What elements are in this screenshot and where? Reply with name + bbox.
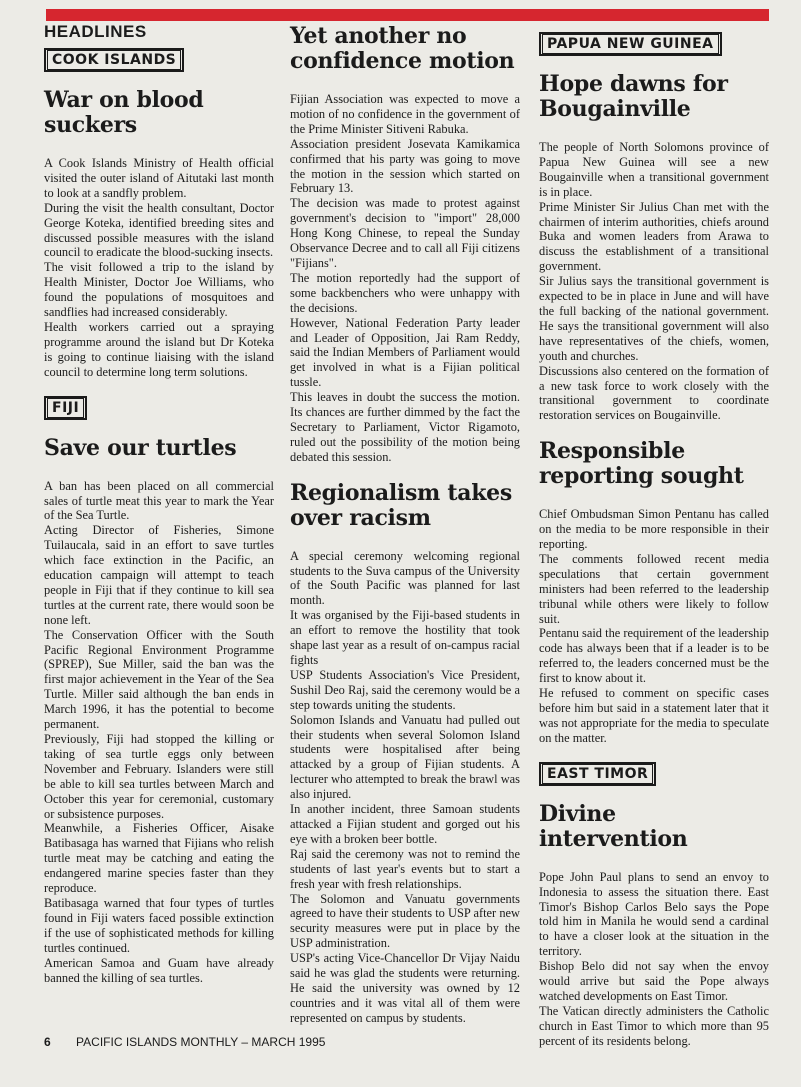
article-body (290, 549, 520, 1026)
paragraph: Association president Josevata Kamikamica confirmed that his party was going to move the motion in the session which started on February 13. (290, 136, 520, 196)
paragraph: Discussions also centered on the formation of a new task force to work closely with the transitional government to coordinate restoration services on Bougainville. (539, 363, 769, 423)
paragraph: Pentanu said the requirement of the leadership code has always been that if a leader is to be referred to, the leaders concerned must be the first to know about it. (539, 626, 769, 686)
paragraph: Meanwhile, a Fisheries Officer, Aisake Batibasaga has warned that Fijians who relish turtle meat may be catching and eating the endangered marine species faster than they reproduce. (44, 821, 274, 896)
paragraph: USP's acting Vice-Chancellor Dr Vijay Naidu said he was glad the students were returning. He said the university was owned by 12 countries and it was vital all of them were represented on campus by students. (290, 951, 520, 1025)
article-regionalism (290, 481, 520, 1026)
paragraph: The Conservation Officer with the South Pacific Regional Environment Programme (SPREP), Sue Miller, said the ban was the first major achievement in the Year of the Sea Turtle. Miller said although the ban ends in March 1996, it has the potential to become permanent. (44, 627, 274, 732)
paragraph: Pope John Paul plans to send an envoy to Indonesia to assess the situation there. East Timor's Bishop Carlos Belo says the Pope told him in Manila he would send a cardinal to have a closer look at the situation in the territory. (539, 869, 769, 959)
paragraph: The Vatican directly administers the Catholic church in East Timor to which more than 95 percent of its residents belong. (539, 1003, 769, 1048)
article-bougainville (539, 22, 769, 423)
country-tag: PAPUA NEW GUINEA (539, 32, 722, 56)
country-tag: FIJI (44, 396, 87, 420)
paragraph: This leaves in doubt the success the motion. Its chances are further dimmed by the fact the Secretary to Parliament, Victor Rigamoto, ruled out the possibility of the motion being debated this session. (290, 390, 520, 464)
paragraph: In another incident, three Samoan students attacked a Fijian student and gorged out his eye with a broken beer bottle. (290, 802, 520, 846)
paragraph: Fijian Association was expected to move a motion of no confidence in the government of the Prime Minister Sitiveni Rabuka. (290, 92, 520, 136)
article-east-timor (539, 762, 769, 1049)
article-reporting (539, 439, 769, 746)
paragraph: The decision was made to protest against government's decision to "import" 28,000 Hong Kong Chinese, to repeal the Sunday Observance Decree and to call all Fiji citizens "Fijians". (290, 196, 520, 270)
paragraph: The people of North Solomons province of Papua New Guinea will see a new Bougainville when a transitional government is in place. (539, 140, 769, 199)
headline: Save our turtles (44, 434, 237, 461)
article-body (539, 870, 769, 1049)
article-body (44, 479, 274, 986)
paragraph: A special ceremony welcoming regional students to the Suva campus of the University of the South Pacific was planned for last month. (290, 548, 520, 608)
article-body (44, 156, 274, 380)
section-label: HEADLINES (44, 22, 147, 41)
headline: Divine intervention (539, 800, 688, 852)
top-color-bar (46, 9, 769, 21)
paragraph: He refused to comment on specific cases before him but said in a statement later that it was not appropriate for the media to speculate on the matter. (539, 686, 769, 745)
paragraph: Batibasaga warned that four types of turtles found in Fiji waters faced possible extinction if the use of sophisticated methods for killing turtles continued. (44, 895, 274, 955)
paragraph: Raj said the ceremony was not to remind the students of last year's events but to start a fresh year with fresh relationships. (290, 846, 520, 891)
paragraph: A ban has been placed on all commercial sales of turtle meat this year to mark the Year of the Sea Turtle. (44, 478, 274, 523)
paragraph: Health workers carried out a spraying programme around the island but Dr Koteka is going to continue liaising with the island council to determine long term solutions. (44, 319, 274, 379)
headline: Hope dawns for Bougainville (539, 71, 728, 122)
article-cook-islands (44, 48, 274, 380)
headline: War on blood suckers (44, 87, 204, 138)
article-body (290, 92, 520, 465)
paragraph: A Cook Islands Ministry of Health official visited the outer island of Aitutaki last month to look at a sandfly problem. (44, 156, 274, 200)
column-left (44, 22, 274, 1001)
paragraph: American Samoa and Guam have already banned the killing of sea turtles. (44, 955, 274, 985)
article-no-confidence (290, 24, 520, 465)
paragraph: However, National Federation Party leader and Leader of Opposition, Jai Ram Reddy, said the Indian Members of Parliament would get involved in what is a Fijian political tussle. (290, 315, 520, 390)
paragraph: Previously, Fiji had stopped the killing or taking of sea turtle eggs only between November and February. Islanders were still be able to kill sea turtles between March and October this year for ceremonial, customary or subsistence purposes. (44, 732, 274, 821)
page-footer (44, 1035, 325, 1049)
column-middle (290, 22, 520, 1042)
article-body (539, 507, 769, 746)
paragraph: Prime Minister Sir Julius Chan met with the chairmen of interim authorities, chiefs around Buka and women leaders from Arawa to discuss the establishment of a transitional government. (539, 199, 769, 274)
paragraph: It was organised by the Fiji-based students in an effort to remove the hostility that took shape last year as a result of on-campus racial fights (290, 608, 520, 667)
headline: Regionalism takes over racism (290, 479, 512, 531)
paragraph: Sir Julius says the transitional government is expected to be in place in June and will have the full backing of the national government. He says the transitional government will also have representatives of the chiefs, women, youth and churches. (539, 274, 769, 363)
paragraph: Solomon Islands and Vanuatu had pulled out their students when several Solomon Island students were hospitalised after being attacked by a group of Fijian students. A lecturer who attempted to break the brawl was also injured. (290, 712, 520, 802)
article-fiji (44, 396, 274, 986)
column-right (539, 22, 769, 1065)
paragraph: The motion reportedly had the support of some backbenchers who were unhappy with the decisions. (290, 270, 520, 315)
country-tag: COOK ISLANDS (44, 48, 184, 72)
paragraph: The visit followed a trip to the island by Health Minister, Doctor Joe Williams, who found the populations of mosquitoes and sandflies had increased considerably. (44, 260, 274, 320)
publication-line: PACIFIC ISLANDS MONTHLY – MARCH 1995 (76, 1035, 326, 1049)
paragraph: During the visit the health consultant, Doctor George Koteka, identified breeding sites and discussed possible measures with the island council to eradicate the blood-sucking insects. (44, 200, 274, 260)
country-tag: EAST TIMOR (539, 762, 656, 786)
article-body (539, 140, 769, 423)
paragraph: Chief Ombudsman Simon Pentanu has called on the media to be more responsible in their reporting. (539, 507, 769, 552)
paragraph: USP Students Association's Vice President, Sushil Deo Raj, said the ceremony would be a step towards uniting the students. (290, 667, 520, 712)
paragraph: The Solomon and Vanuatu governments agreed to have their students to USP after new security measures were put in place by the USP administration. (290, 891, 520, 951)
page-number: 6 (44, 1035, 51, 1049)
paragraph: Bishop Belo did not say when the envoy would arrive but said the Pope always watched developments on East Timor. (539, 959, 769, 1003)
headline: Yet another no confidence motion (290, 23, 515, 74)
paragraph: The comments followed recent media speculations that certain government ministers had been referred to the leadership tribunal while others were likely to follow suit. (539, 551, 769, 626)
headline: Responsible reporting sought (539, 438, 744, 490)
paragraph: Acting Director of Fisheries, Simone Tuilaucala, said in an effort to save turtles which face extinction in the Pacific, an education campaign will attempt to teach people in Fiji that if they continue to kill sea turtles at the current rate, there would soon be none left. (44, 523, 274, 627)
